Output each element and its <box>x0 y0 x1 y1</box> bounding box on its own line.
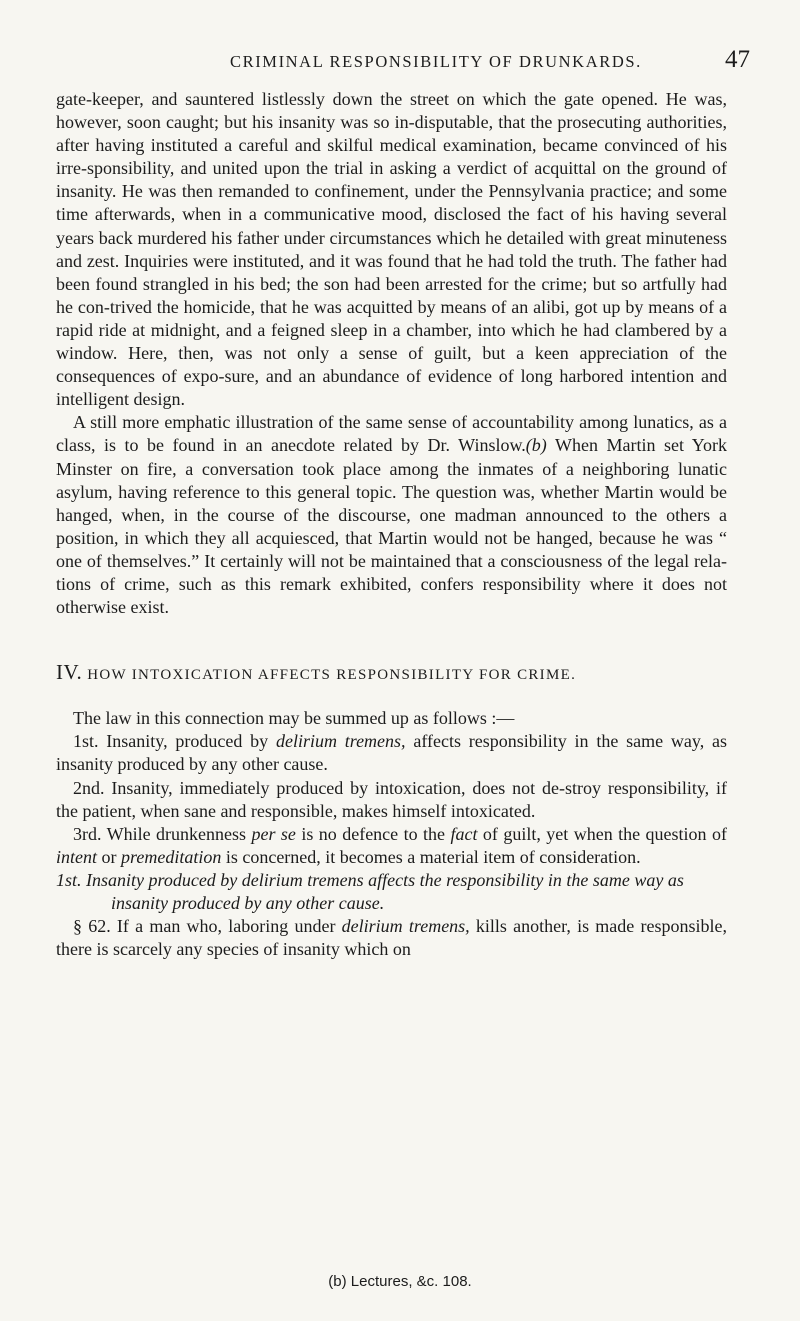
emphasis: delirium tremens, <box>275 731 406 752</box>
text-run: A still more emphatic illustration of the same sense of accountability among lunatics, as a class, is to be found in an anecdote related by Dr. Winslow. <box>56 412 727 456</box>
text-run: When Martin set York Minster on fire, a conversation took place among the inmates of a neighboring lunatic asylum, having reference to this general topic. The question was, whether Martin would be hanged, when, in the course of the discourse, one madman announced to the others a position, in which they all acquiesced, that Martin would not be hanged, because he was “ one of themselves.” It certainly will not be maintained that a consciousness of the legal rela-tions of crime, such as this remark exhibited, confers responsibility where it does not otherwise exist. <box>56 435 728 618</box>
page-number: 47 <box>725 46 750 73</box>
text-run: § 62. If a man who, laboring under <box>73 916 342 937</box>
text-run: or <box>97 846 121 867</box>
emphasis: premeditation <box>121 846 222 867</box>
text-run: of guilt, yet when the question of <box>477 823 727 844</box>
paragraph: gate-keeper, and sauntered listlessly down the street on which the gate opened. He was, however, soon caught; but his insanity was so in-disputable, that the prosecuting authorities, after having instituted a careful and skilful medical examination, became convinced of his irre-sponsibility, and united upon the trial in asking a verdict of acquittal on the ground of insanity. He was then remanded to confinement, under the Pennsylvania practice; and some time afterwards, when in a communicative mood, disclosed the fact of his having several years back murdered his father under circumstances which he detailed with great minuteness and zest. Inquiries were instituted, and it was found that he had told the truth. The father had been found strangled in his bed; the son had been arrested for the crime; but so artfully had he con-trived the homicide, that he was acquitted by means of an alibi, got up by means of a rapid ride at midnight, and a feigned sleep in a chamber, into which he had clambered by a window. Here, then, was not only a sense of guilt, but a keen appreciation of the consequences of expo-sure, and an abundance of evidence of long harbored intention and intelligent design. <box>56 89 727 410</box>
summary-item <box>56 730 727 776</box>
emphasis: per se <box>251 823 296 844</box>
section-title: HOW INTOXICATION AFFECTS RESPONSIBILITY FOR CRIME. <box>87 667 577 684</box>
emphasis: fact <box>450 823 478 844</box>
text-run: is concerned, it becomes a material item of consideration. <box>221 846 641 867</box>
body-text <box>56 88 727 961</box>
text-run: 3rd. While drunkenness <box>73 823 252 844</box>
text-run: kills another, is made responsible, there is scarcely any species of insanity which on <box>56 916 727 960</box>
paragraph: The law in this connection may be summed up as follows :— <box>73 708 515 729</box>
text-run: 1st. Insanity, produced by <box>73 731 276 752</box>
emphasis: delirium tremens, <box>341 916 470 937</box>
page-header <box>0 46 800 82</box>
summary-item: 2nd. Insanity, immediately produced by intoxication, does not de-stroy responsibility, if the patient, when sane and responsible, makes himself intoxicated. <box>56 777 727 821</box>
paragraph <box>56 915 727 961</box>
section-number: IV. <box>56 660 83 685</box>
footnote-ref: (b) <box>525 435 547 456</box>
emphasis: intent <box>56 846 97 867</box>
sub-heading: 1st. Insanity produced by delirium tremens affects the responsibility in the same way as insanity produced by any other cause. <box>56 869 684 913</box>
footnote: (b) Lectures, &c. 108. <box>328 1273 472 1290</box>
summary-item <box>56 823 727 869</box>
text-run: affects responsibility in the same way, as insanity produced by any other cause. <box>56 731 727 775</box>
text-run: is no defence to the <box>295 823 451 844</box>
running-head: CRIMINAL RESPONSIBILITY OF DRUNKARDS. <box>230 52 642 71</box>
paragraph <box>56 411 727 619</box>
section-heading <box>56 661 727 687</box>
